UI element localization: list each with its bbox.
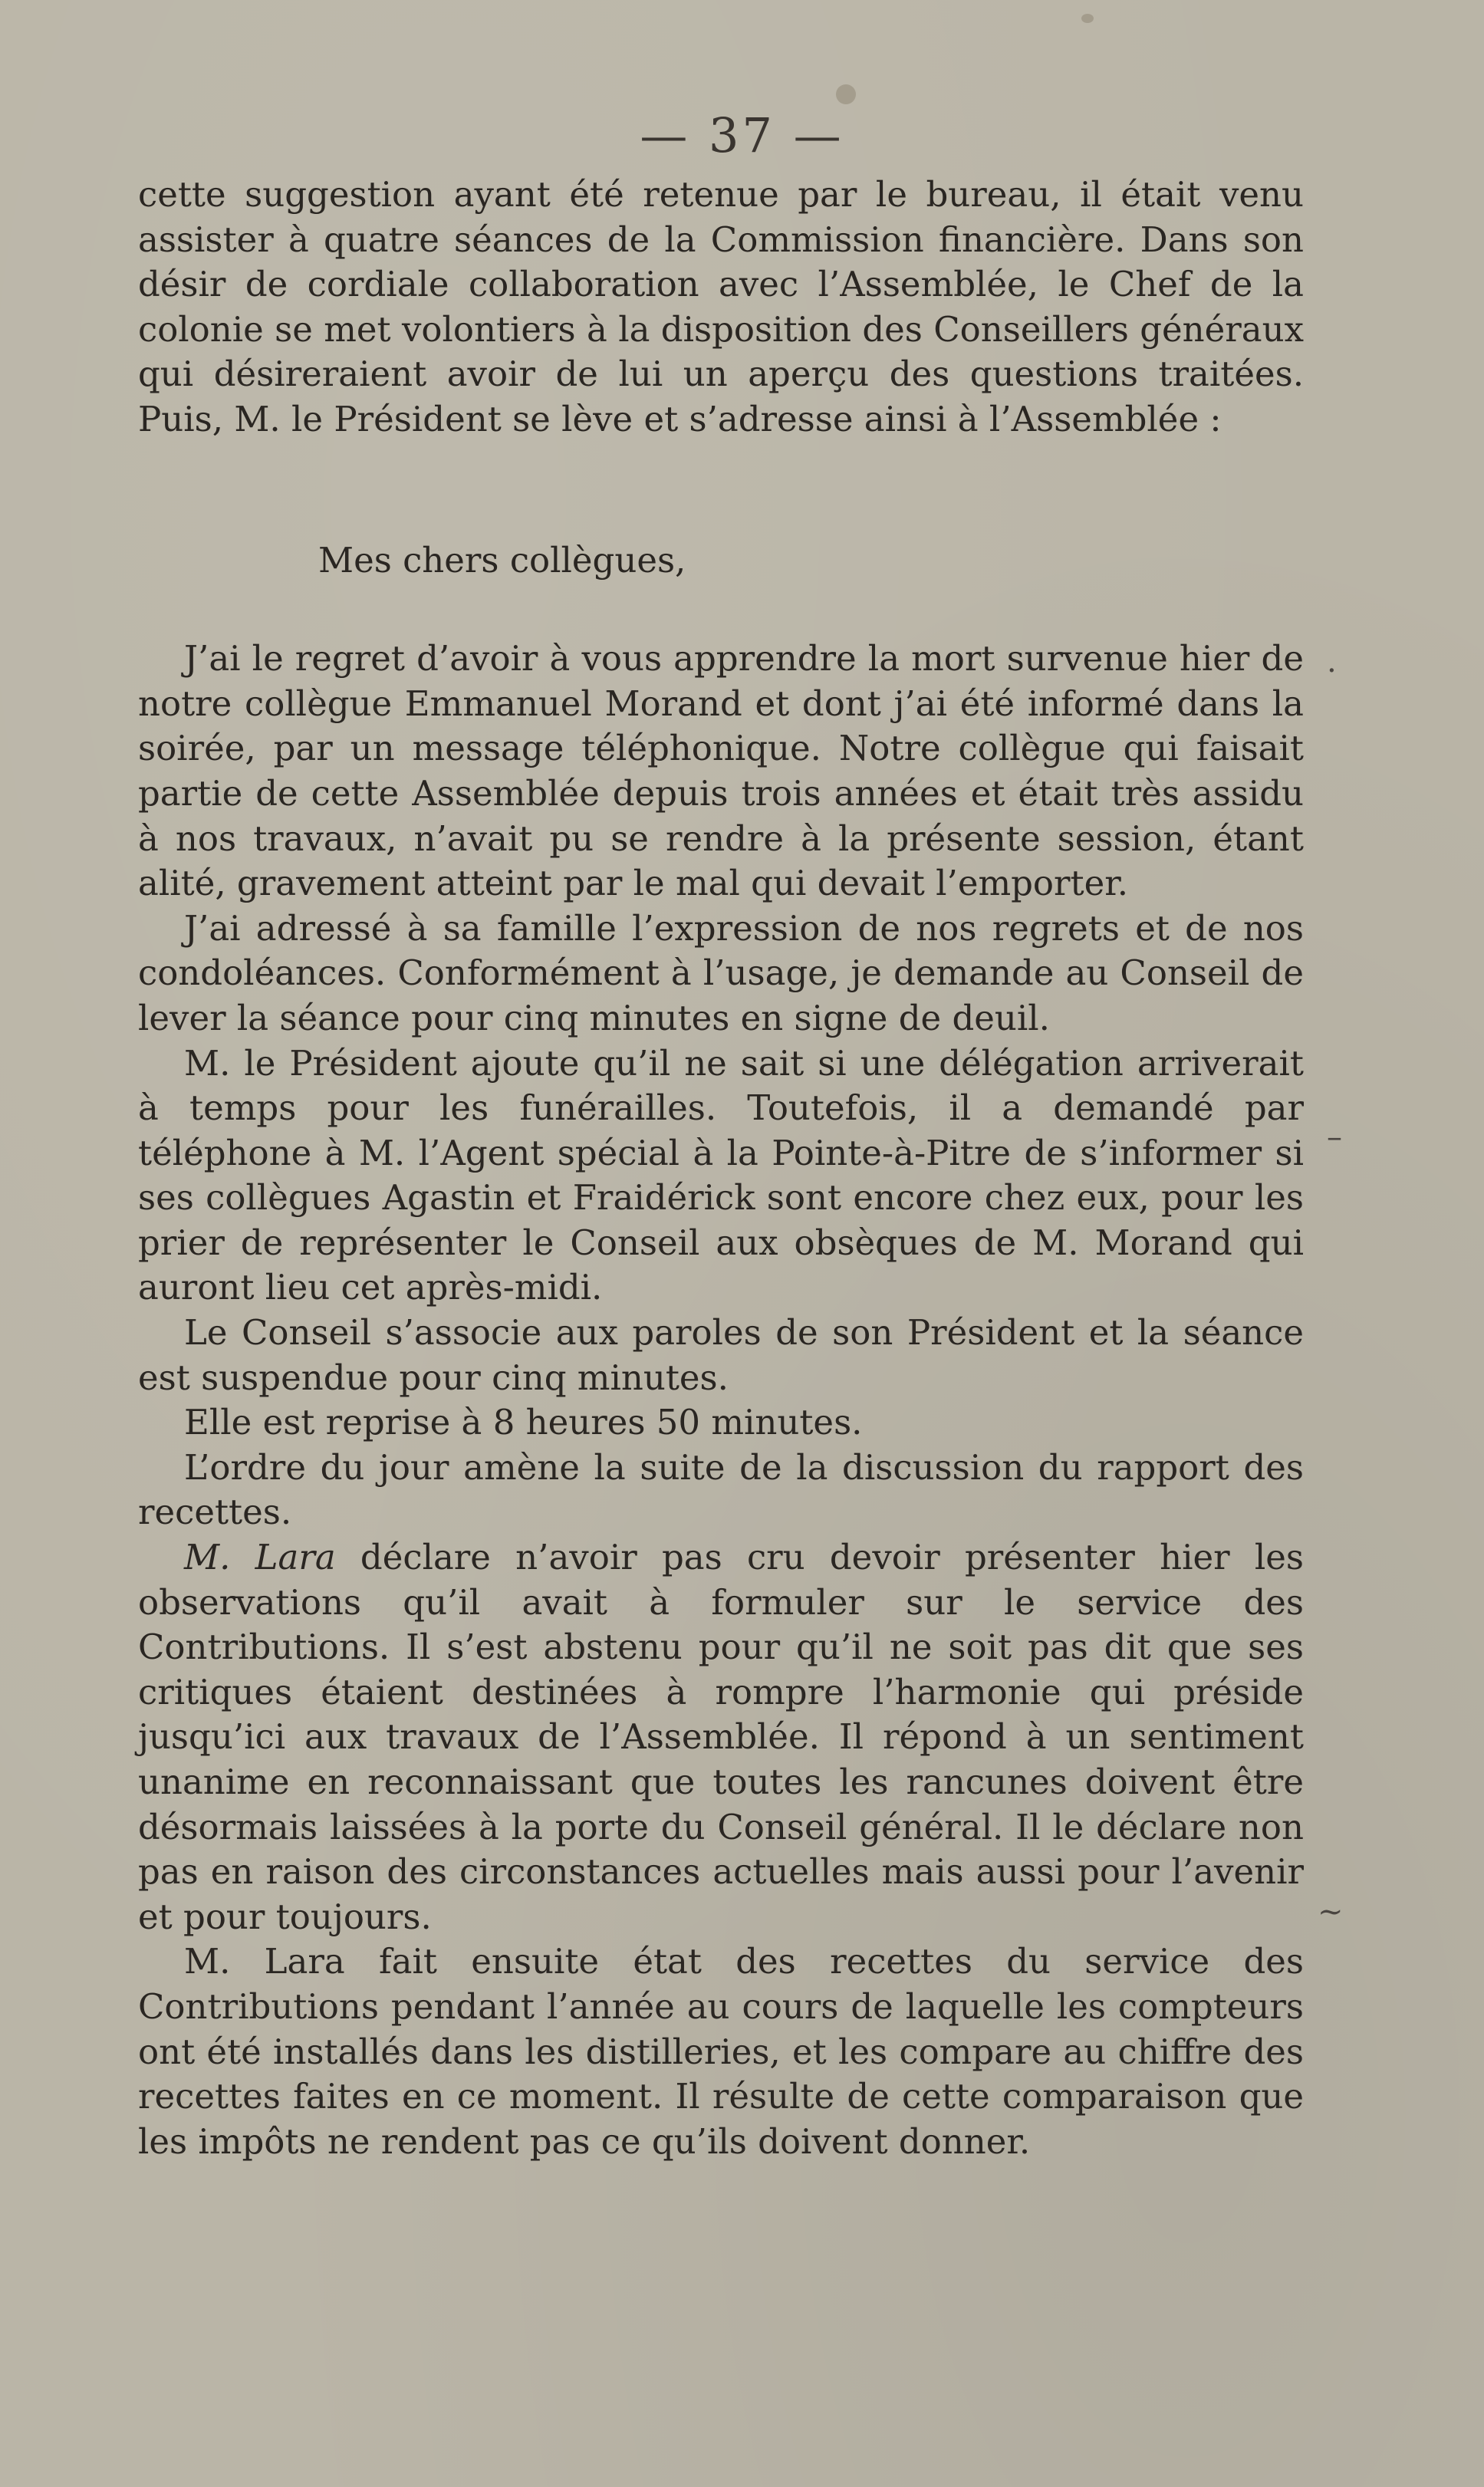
paragraph-announcement: J’ai le regret d’avoir à vous apprendre la mort survenue hier de notre collègue Emmanuel Morand et dont j’ai été informé dans la soirée, par un message téléphonique. Notre collègue qui faisait partie de cette Assemblée depuis trois années et était très assidu à nos travaux, n’avait pu se rendre à la présente session, étant alité, gravement atteint par le mal qui devait l’emporter. [138,638,1304,904]
margin-mark: – [1327,1120,1342,1155]
salutation: Mes chers collègues, [318,539,686,581]
margin-mark: ~ [1318,1894,1344,1929]
paragraph-suspension: Le Conseil s’associe aux paroles de son Président et la séance est suspendue pour cinq minutes. [138,1312,1304,1398]
paragraph-continuation: cette suggestion ayant été retenue par le bureau, il était venu assister à quatre séances de la Commission financière. Dans son désir de cordiale collaboration avec l’Assemblée, le Chef de la colonie se met volontiers à la disposition des Conseillers généraux qui désireraient avoir de lui un aperçu des questions traitées. Puis, M. le Président se lève et s’adresse ainsi à l’Assemblée : [138,174,1304,439]
margin-mark: . [1327,644,1337,679]
paragraph-delegation: M. le Président ajoute qu’il ne sait si une délégation arriverait à temps pour les funérailles. Toutefois, il a demandé par téléphone à M. l’Agent spécial à la Pointe-à-Pitre de s’informer si ses collègues Agastin et Fraidérick sont encore chez eux, pour les prier de représenter le Conseil aux obsèques de M. Morand qui auront lieu cet après-midi. [138,1042,1304,1308]
paragraph-agenda: L’ordre du jour amène la suite de la discussion du rapport des recettes. [138,1446,1304,1533]
paper-stain [1081,14,1094,23]
paper-stain [836,84,856,104]
statement-text: déclare n’avoir pas cru devoir présenter hier les observations qu’il avait à formuler sur le service des Contributions. Il s’est abstenu pour qu’il ne soit pas dit que ses critiques étaient destinées à rompre l’harmonie qui préside jusqu’ici aux travaux de l’Assemblée. Il répond à un sentiment unanime en reconnaissant que toutes les rancunes doivent être désormais laissées à la porte du Conseil général. Il le déclare non pas en raison des circonstances actuelles mais aussi pour l’avenir et pour toujours. [138,1537,1304,1937]
paragraph-resumption: Elle est reprise à 8 heures 50 minutes. [184,1402,863,1443]
page-number: — 37 — [640,107,844,163]
speaker-name: M. Lara [184,1537,336,1578]
paragraph-lara-receipts: M. Lara fait ensuite état des recettes du service des Contributions pendant l’année au cours de laquelle les compteurs ont été installés dans les distilleries, et les compare au chiffre des recettes faites en ce moment. Il résulte de cette comparaison que les impôts ne rendent pas ce qu’ils doivent donner. [138,1941,1304,2162]
paragraph-condolences: J’ai adressé à sa famille l’expression de nos regrets et de nos condoléances. Conformément à l’usage, je demande au Conseil de lever la séance pour cinq minutes en signe de deuil. [138,907,1304,1038]
paragraph-lara-statement [138,1535,1304,1939]
text-body [138,173,1304,2164]
